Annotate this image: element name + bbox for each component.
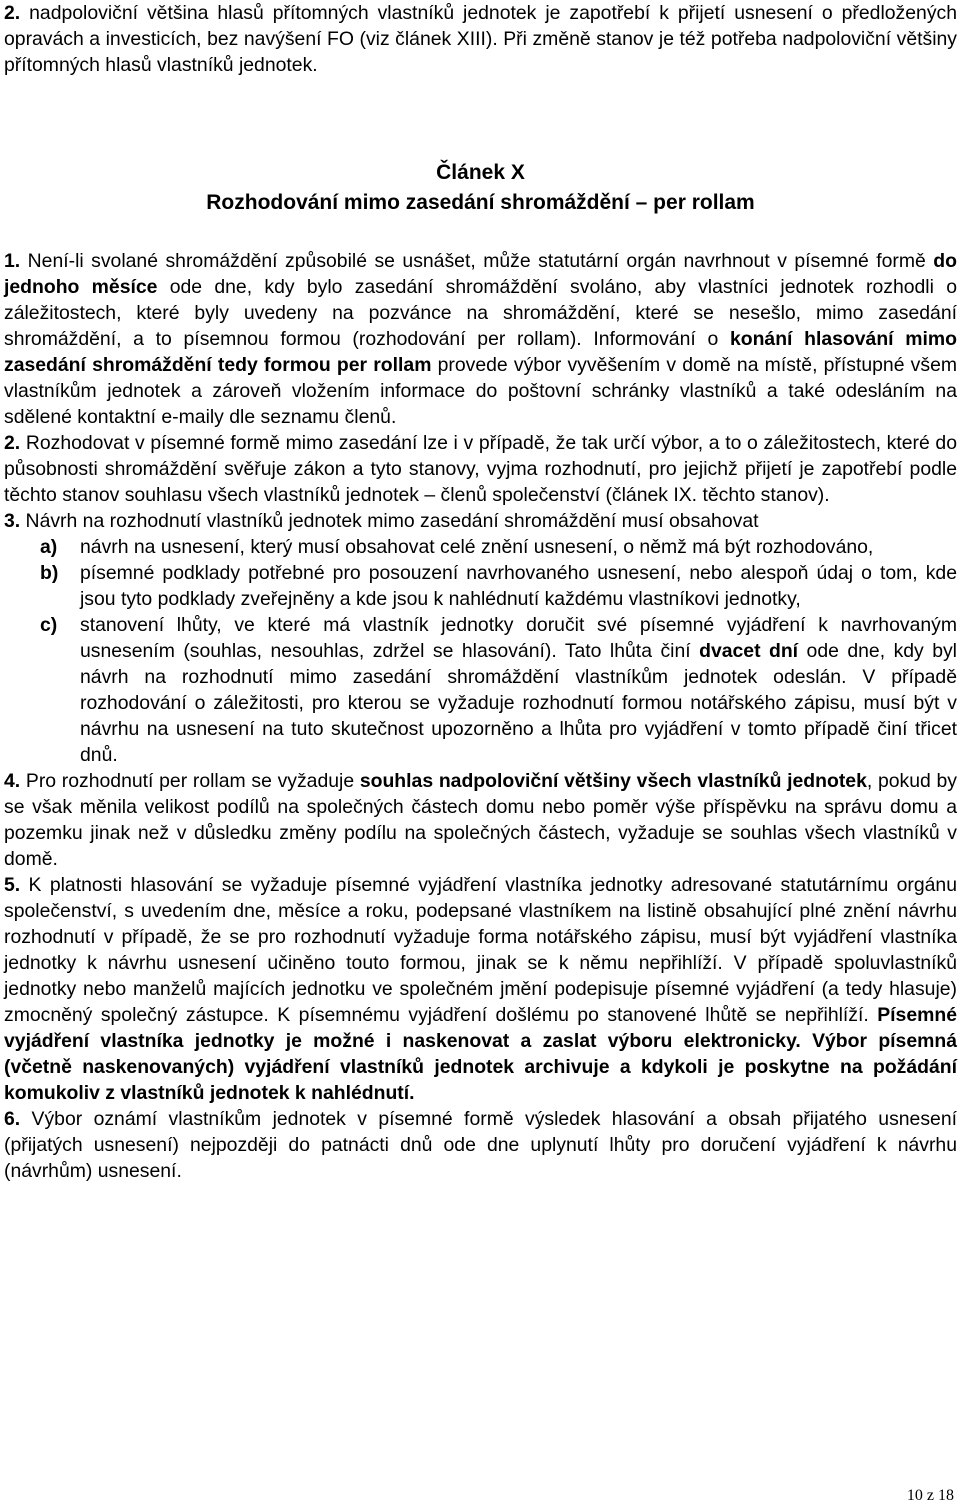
article-title: Článek X	[436, 161, 525, 184]
list-item-text: návrh na usnesení, který musí obsahovat celé znění usnesení, o němž má být rozhodováno,	[80, 536, 874, 558]
paragraph-6-number: 6.	[4, 1108, 21, 1130]
intro-number: 2.	[4, 2, 21, 24]
paragraph-1-number: 1.	[4, 250, 21, 272]
paragraph-3-number: 3.	[4, 510, 21, 532]
paragraph-5-bold: Písemné vyjádření vlastníka jednotky je možné i naskenovat a zaslat výboru elektronicky. Výbor písemná (včetně naskenovaných) vyjádření vlastníků jednotek archivuje a kdykoli je poskytne na požádání komukoliv z vlastníků jednotek k nahlédnutí.	[4, 1004, 957, 1104]
paragraph-3	[4, 508, 957, 534]
paragraph-4-number: 4.	[4, 770, 21, 792]
list-item-bold: dvacet dní	[699, 640, 799, 662]
paragraph-1-bold-a: do jednoho měsíce	[4, 250, 957, 298]
paragraph-2-number: 2.	[4, 432, 21, 454]
paragraph-5-text: K platnosti hlasování se vyžaduje písemné vyjádření vlastníka jednotky adresované statutárnímu orgánu společenství, s uvedením dne, měsíce a roku, podepsané vlastníkem na listině obsahující plné znění návrhu rozhodnutí v případě, že se pro rozhodnutí vyžaduje forma notářského zápisu, musí být vyjádření vlastníka jednotky k návrhu usnesení učiněno touto formou, jinak se k němu nepřihlíží. V případě spoluvlastníků jednotky nebo manželů majících jednotku ve společném jmění podepisuje písemné vyjádření (a tedy hlasuje) zmocněný společný zástupce. K písemnému vyjádření došlému po stanovené lhůtě se nepřihlíží.	[4, 874, 957, 1026]
paragraph-5	[4, 872, 957, 1106]
list-item-label: c)	[40, 614, 58, 636]
paragraph-3-text: Návrh na rozhodnutí vlastníků jednotek mimo zasedání shromáždění musí obsahovat	[20, 510, 759, 532]
paragraph-1-bold-b: konání hlasování mimo zasedání shromáždění tedy formou per rollam	[4, 328, 957, 376]
page-number: 10 z 18	[906, 1487, 954, 1504]
document-page	[4, 0, 957, 1184]
list-item	[4, 534, 957, 560]
paragraph-1-text-c: provede výbor vyvěšením v domě na místě, přístupné všem vlastníkům jednotek a zároveň vložením informace do poštovní schránky vlastníků a také odesláním na sdělené kontaktní e-maily dle seznamu členů.	[4, 354, 958, 428]
paragraph-1-text-a: Není-li svolané shromáždění způsobilé se usnášet, může statutární orgán navrhnout v písemné formě	[20, 250, 934, 272]
list-item-text: písemné podklady potřebné pro posouzení navrhovaného usnesení, nebo alespoň údaj o tom, kde jsou tyto podklady zveřejněny a kde jsou k nahlédnutí každému vlastníkovi jednotky,	[80, 562, 957, 610]
paragraph-4-text-b: , pokud by se však měnila velikost podílů na společných částech domu nebo poměr výše příspěvku na správu domu a pozemku jinak než v důsledku změny podílu na společných částech, vyžaduje se souhlas všech vlastníků v domě.	[4, 770, 957, 870]
paragraph-6-text: Výbor oznámí vlastníkům jednotek v písemné formě výsledek hlasování a obsah přijatého usnesení (přijatých usnesení) nejpozději do patnácti dnů ode dne uplynutí lhůty pro doručení vyjádření k návrhu (návrhům) usnesení.	[4, 1108, 957, 1182]
list-item-label: b)	[40, 562, 59, 584]
paragraph-1	[4, 248, 957, 430]
paragraph-4-bold: souhlas nadpoloviční většiny všech vlastníků jednotek	[359, 770, 867, 792]
list-item-text-a: stanovení lhůty, ve které má vlastník jednotky doručit své písemné vyjádření k navrhovaným usnesením (souhlas, nesouhlas, zdržel se hlasování). Tato lhůta činí	[80, 614, 957, 662]
paragraph-2-text: Rozhodovat v písemné formě mimo zasedání lze i v případě, že tak určí výbor, a to o záležitostech, které do působnosti shromáždění svěřuje zákon a tyto stanovy, vyjma rozhodnutí, pro jejichž přijetí je zapotřebí podle těchto stanov souhlasu všech vlastníků jednotek – členů společenství (článek IX. těchto stanov).	[4, 432, 957, 506]
paragraph-6	[4, 1106, 957, 1184]
intro-paragraph	[4, 0, 957, 78]
list-item-text-b: ode dne, kdy byl návrh na rozhodnutí mimo zasedání shromáždění vlastníkům jednotek odeslán. V případě rozhodování o záležitosti, pro kterou se vyžaduje rozhodnutí formou notářského zápisu, musí být v návrhu na usnesení na tuto skutečnost upozorněno a lhůta pro vyjádření v tomto případě činí třicet dnů.	[80, 640, 957, 766]
intro-text: nadpoloviční většina hlasů přítomných vlastníků jednotek je zapotřebí k přijetí usnesení o předložených opravách a investicích, bez navýšení FO (viz článek XIII). Při změně stanov je též potřeba nadpoloviční většiny přítomných hlasů vlastníků jednotek.	[4, 2, 957, 76]
article-subtitle: Rozhodování mimo zasedání shromáždění – per rollam	[206, 191, 755, 214]
list-item	[4, 612, 957, 768]
paragraph-4	[4, 768, 957, 872]
paragraph-5-number: 5.	[4, 874, 21, 896]
paragraph-1-text-b: ode dne, kdy bylo zasedání shromáždění svoláno, aby vlastníci jednotek rozhodli o záležitostech, které byly uvedeny na pozvánce na shromáždění, které se nesešlo, mimo zasedání shromáždění, a to písemnou formou (rozhodování per rollam). Informování o	[4, 276, 957, 350]
paragraph-4-text-a: Pro rozhodnutí per rollam se vyžaduje	[20, 770, 360, 792]
list-item	[4, 560, 957, 612]
paragraph-2	[4, 430, 957, 508]
list-item-label: a)	[40, 536, 58, 558]
